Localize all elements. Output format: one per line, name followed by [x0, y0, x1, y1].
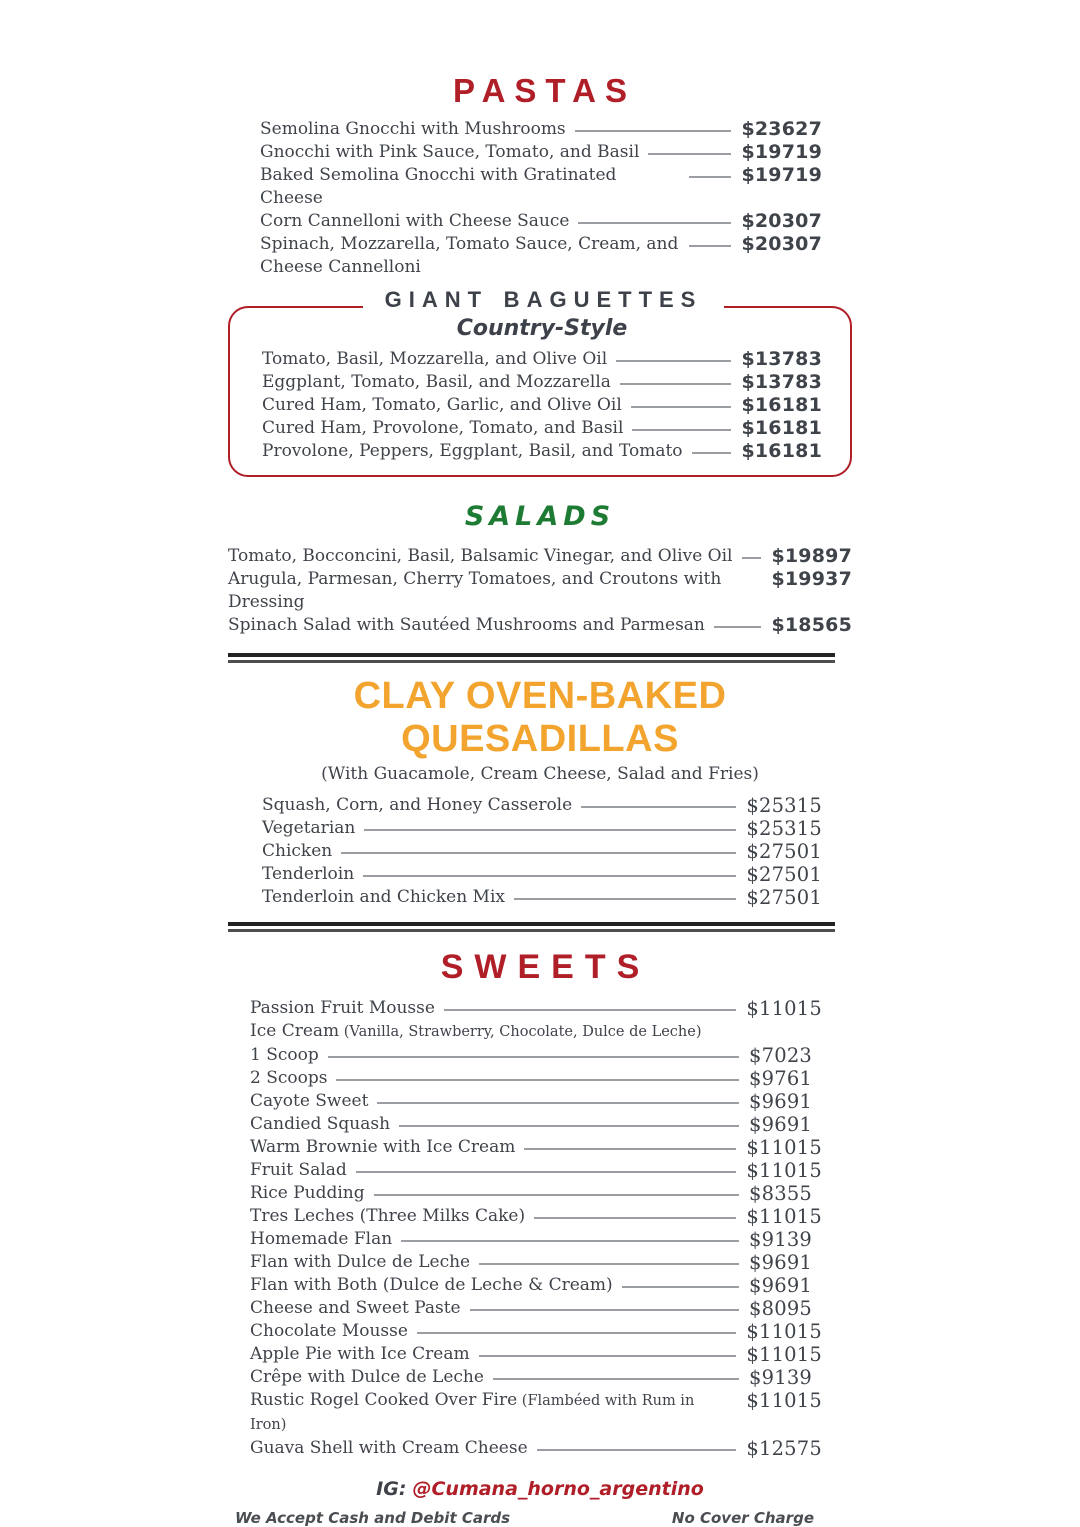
menu-item-row [262, 371, 822, 394]
menu-item-row [250, 1113, 822, 1136]
leader-line [581, 806, 736, 808]
menu-item-name: Corn Cannelloni with Cheese Sauce [260, 211, 570, 231]
menu-item-price: $9691 [749, 1251, 813, 1274]
menu-item-row [260, 210, 822, 233]
menu-item-name: Spinach, Mozzarella, Tomato Sauce, Cream, and Cheese Cannelloni [260, 234, 679, 277]
menu-item-name: Cured Ham, Tomato, Garlic, and Olive Oil [262, 395, 622, 415]
menu-item-price: $23627 [741, 118, 822, 140]
menu-item-name: Flan with Dulce de Leche [250, 1252, 471, 1272]
menu-item-row [250, 1343, 822, 1366]
menu-item-row [250, 1366, 822, 1389]
menu-item-row [250, 1389, 822, 1437]
leader-line [374, 1194, 739, 1196]
menu-item-name: Fruit Salad [250, 1160, 347, 1180]
menu-item-row [260, 118, 822, 141]
quesadillas-item-list [228, 794, 852, 909]
leader-line [417, 1332, 736, 1334]
leader-line [377, 1102, 739, 1104]
menu-item-row [262, 440, 822, 463]
leader-line [364, 829, 736, 831]
menu-item-price: $11015 [746, 1136, 822, 1159]
menu-item-price: $8355 [749, 1182, 813, 1205]
cover-charge-note: No Cover Charge [671, 1509, 814, 1527]
leader-line [479, 1263, 739, 1265]
menu-item-name: Provolone, Peppers, Eggplant, Basil, and Tomato [262, 441, 683, 461]
menu-item-price: $9139 [749, 1366, 813, 1389]
menu-item-price: $13783 [741, 348, 822, 370]
menu-item-price: $19719 [741, 164, 822, 186]
leader-line [689, 176, 731, 178]
menu-item-name: Passion Fruit Mousse [250, 998, 435, 1018]
menu-item-name: Tenderloin and Chicken Mix [262, 887, 505, 907]
instagram-handle: @Cumana_horno_argentino [412, 1478, 704, 1500]
menu-item-row [250, 1090, 822, 1113]
menu-item-price: $25315 [746, 817, 822, 840]
menu-item-price: $19719 [741, 141, 822, 163]
menu-item-name: 1 Scoop [250, 1045, 319, 1065]
menu-item-name: Homemade Flan [250, 1229, 393, 1249]
leader-line [336, 1079, 739, 1081]
leader-line [742, 557, 762, 559]
baguettes-item-list [262, 348, 822, 463]
menu-item-price: $13783 [741, 371, 822, 393]
menu-item-price: $11015 [746, 1159, 822, 1182]
menu-item-name: Candied Squash [250, 1114, 391, 1134]
menu-item-row [250, 1044, 822, 1067]
menu-item-name: Tomato, Basil, Mozzarella, and Olive Oil [262, 349, 608, 369]
menu-item-row [262, 348, 822, 371]
menu-item-price: $20307 [741, 233, 822, 255]
menu-item-price: $27501 [746, 863, 822, 886]
section-pastas [228, 72, 852, 279]
leader-line [341, 852, 736, 854]
leader-line [401, 1240, 739, 1242]
sweets-item-list [228, 997, 852, 1460]
leader-line [692, 452, 732, 454]
menu-item-row [260, 164, 822, 210]
baguettes-title [228, 279, 852, 315]
menu-item-name: Tres Leches (Three Milks Cake) [250, 1206, 526, 1226]
menu-item-note: (Flambéed with Rum in Iron) [250, 1393, 695, 1433]
menu-item-price: $11015 [746, 1389, 822, 1412]
section-salads [228, 501, 852, 637]
menu-item-price: $18565 [771, 614, 852, 636]
leader-line [514, 898, 736, 900]
menu-item-name: Rustic Rogel Cooked Over Fire (Flambéed with Rum in Iron) [250, 1390, 695, 1433]
leader-line [578, 222, 731, 224]
menu-item-price: $11015 [746, 1343, 822, 1366]
menu-item-row [250, 1320, 822, 1343]
menu-item-row [250, 1182, 822, 1205]
leader-line [632, 429, 731, 431]
menu-item-name: Semolina Gnocchi with Mushrooms [260, 119, 566, 139]
menu-item-name: Flan with Both (Dulce de Leche & Cream) [250, 1275, 613, 1295]
menu-item-name: Cured Ham, Provolone, Tomato, and Basil [262, 418, 624, 438]
leader-line [328, 1056, 739, 1058]
quesadillas-subtitle: (With Guacamole, Cream Cheese, Salad and Fries) [321, 764, 759, 784]
menu-item-row [228, 568, 852, 614]
menu-item-row [262, 417, 822, 440]
quesadillas-title: CLAY OVEN-BAKED QUESADILLAS [353, 675, 727, 760]
menu-item-row [250, 1228, 822, 1251]
menu-item-name: Ice Cream (Vanilla, Strawberry, Chocolate, Dulce de Leche) [250, 1021, 702, 1041]
baguettes-title-text: giant baguettes [363, 279, 725, 314]
menu-item-row [250, 1437, 822, 1460]
menu-item-name: Chocolate Mousse [250, 1321, 408, 1341]
menu-item-price: $11015 [746, 1205, 822, 1228]
menu-item-price: $27501 [746, 886, 822, 909]
menu-item-row [250, 1297, 822, 1320]
menu-item-row [250, 1159, 822, 1182]
menu-item-row [228, 614, 852, 637]
menu-item-row [262, 394, 822, 417]
menu-item-name: Vegetarian [262, 818, 356, 838]
instagram-label: IG: [376, 1478, 407, 1500]
menu-item-name: Eggplant, Tomato, Basil, and Mozzarella [262, 372, 611, 392]
menu-item-row [228, 545, 852, 568]
menu-item-price: $9691 [749, 1090, 813, 1113]
leader-line [575, 130, 732, 132]
leader-line [534, 1217, 736, 1219]
menu-item-name: Arugula, Parmesan, Cherry Tomatoes, and Croutons with Dressing [228, 569, 722, 612]
menu-item-name: Rice Pudding [250, 1183, 365, 1203]
menu-item-name: Guava Shell with Cream Cheese [250, 1438, 528, 1458]
leader-line [493, 1378, 739, 1380]
leader-line [524, 1148, 736, 1150]
menu-item-price: $12575 [746, 1437, 822, 1460]
menu-item-price: $7023 [749, 1044, 813, 1067]
menu-item-name: Gnocchi with Pink Sauce, Tomato, and Basil [260, 142, 640, 162]
menu-item-name: Tenderloin [262, 864, 355, 884]
leader-line [622, 1286, 739, 1288]
menu-item-name: Cheese and Sweet Paste [250, 1298, 461, 1318]
menu-item-price: $19897 [771, 545, 852, 567]
menu-item-row [262, 863, 822, 886]
menu-item-price: $9139 [749, 1228, 813, 1251]
leader-line [631, 406, 732, 408]
baguettes-box [228, 306, 852, 477]
menu-item-price: $8095 [749, 1297, 813, 1320]
menu-item-price: $16181 [741, 440, 822, 462]
menu-item-row [250, 1251, 822, 1274]
menu-item-price: $9691 [749, 1274, 813, 1297]
menu-item-row [250, 1274, 822, 1297]
menu-item-name: Baked Semolina Gnocchi with Gratinated Cheese [260, 165, 617, 208]
salads-item-list [228, 545, 852, 637]
payment-note: We Accept Cash and Debit Cards [235, 1509, 511, 1527]
menu-item-price: $25315 [746, 794, 822, 817]
divider-rule-bottom [228, 922, 835, 932]
menu-page [228, 0, 852, 1527]
menu-item-row [260, 233, 822, 279]
leader-line [363, 875, 736, 877]
menu-item-price: $27501 [746, 840, 822, 863]
menu-item-price: $16181 [741, 394, 822, 416]
menu-item-row [250, 1136, 822, 1159]
section-sweets [228, 948, 852, 1460]
section-quesadillas [228, 675, 852, 909]
menu-item-row [262, 817, 822, 840]
menu-item-row [262, 886, 822, 909]
leader-line [479, 1355, 737, 1357]
menu-item-price: $16181 [741, 417, 822, 439]
pastas-item-list [228, 118, 852, 279]
leader-line [689, 245, 731, 247]
menu-item-row [250, 1020, 822, 1044]
menu-item-row [260, 141, 822, 164]
leader-line [470, 1309, 739, 1311]
section-baguettes [228, 279, 852, 477]
menu-item-name: Chicken [262, 841, 333, 861]
menu-item-name: 2 Scoops [250, 1068, 328, 1088]
menu-item-price: $19937 [771, 568, 852, 590]
leader-line [648, 153, 731, 155]
pastas-title: PASTAS [453, 72, 636, 109]
menu-item-row [262, 794, 822, 817]
leader-line [444, 1009, 736, 1011]
menu-item-row [262, 840, 822, 863]
menu-item-price: $11015 [746, 1320, 822, 1343]
salads-title: SALADS [464, 501, 616, 532]
leader-line [620, 383, 732, 385]
sweets-title: SWEETS [440, 948, 651, 986]
menu-item-price: $9691 [749, 1113, 813, 1136]
menu-item-price: $9761 [749, 1067, 813, 1090]
divider-rule-top [228, 653, 835, 663]
leader-line [714, 626, 762, 628]
menu-item-name: Squash, Corn, and Honey Casserole [262, 795, 573, 815]
leader-line [616, 360, 731, 362]
leader-line [356, 1171, 737, 1173]
menu-item-name: Apple Pie with Ice Cream [250, 1344, 470, 1364]
baguettes-subtitle: Country-Style [456, 316, 628, 341]
footer-notes [228, 1509, 852, 1527]
menu-item-price: $20307 [741, 210, 822, 232]
menu-item-name: Warm Brownie with Ice Cream [250, 1137, 516, 1157]
menu-item-name: Spinach Salad with Sautéed Mushrooms and Parmesan [228, 615, 705, 635]
menu-item-price: $11015 [746, 997, 822, 1020]
menu-item-row [250, 997, 822, 1020]
menu-item-row [250, 1067, 822, 1090]
menu-footer [228, 1478, 852, 1527]
menu-item-name: Cayote Sweet [250, 1091, 369, 1111]
menu-item-name: Tomato, Bocconcini, Basil, Balsamic Vinegar, and Olive Oil [228, 546, 733, 566]
menu-item-note: (Vanilla, Strawberry, Chocolate, Dulce de Leche) [339, 1024, 702, 1040]
menu-item-row [250, 1205, 822, 1228]
menu-item-name: Crêpe with Dulce de Leche [250, 1367, 484, 1387]
instagram-line [228, 1478, 852, 1500]
leader-line [537, 1449, 737, 1451]
leader-line [399, 1125, 739, 1127]
